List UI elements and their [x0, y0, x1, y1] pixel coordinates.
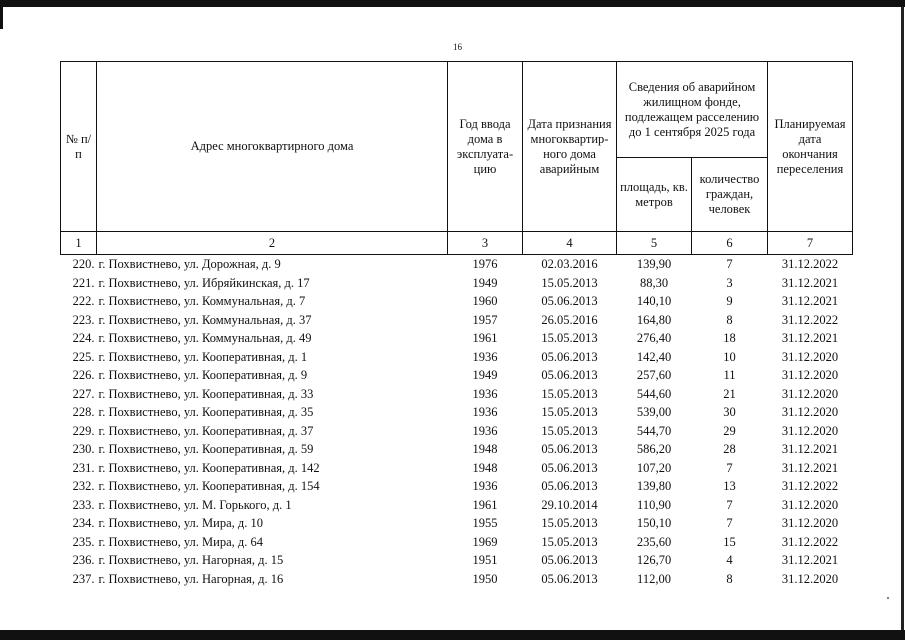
table-row: [61, 477, 853, 496]
row-number: 229.: [72, 423, 95, 438]
row-address: г. Похвистнево, ул. Коммунальная, д. 49: [98, 331, 312, 346]
row-planned-date: 31.12.2021: [781, 442, 839, 457]
header-area: площадь, кв. метров: [617, 158, 692, 232]
row-area: 110,90: [637, 497, 671, 512]
row-address: г. Похвистнево, ул. Нагорная, д. 15: [98, 553, 284, 568]
column-index: 3: [448, 232, 523, 255]
row-number: 228.: [72, 405, 95, 420]
row-year: 1936: [472, 405, 498, 420]
header-planned-date: Планируемая дата окончания переселения: [768, 62, 853, 232]
row-year: 1936: [472, 349, 498, 364]
scan-speck: [887, 597, 889, 599]
row-people: 29: [723, 423, 736, 438]
row-recognition-date: 05.06.2013: [541, 368, 598, 383]
row-area: 276,40: [636, 331, 672, 346]
table-row: [61, 274, 853, 293]
row-recognition-date: 15.05.2013: [541, 275, 598, 290]
row-people: 7: [726, 460, 733, 475]
row-planned-date: 31.12.2022: [781, 312, 839, 327]
row-number: 230.: [72, 442, 95, 457]
table-row: [61, 570, 853, 589]
row-address: г. Похвистнево, ул. Мира, д. 10: [98, 516, 263, 531]
row-planned-date: 31.12.2020: [781, 497, 839, 512]
row-planned-date: 31.12.2020: [781, 423, 839, 438]
table-row: [61, 440, 853, 459]
row-year: 1951: [472, 553, 498, 568]
header-address: Адрес многоквартирного дома: [97, 62, 448, 232]
row-people: 9: [726, 294, 733, 309]
scan-right-border: [901, 7, 904, 632]
scan-bottom-border: [0, 630, 905, 640]
row-planned-date: 31.12.2020: [781, 516, 839, 531]
row-recognition-date: 05.06.2013: [541, 571, 598, 586]
table-row: [61, 329, 853, 348]
row-people: 21: [723, 386, 736, 401]
row-planned-date: 31.12.2020: [781, 386, 839, 401]
scan-top-border: [0, 0, 905, 7]
row-people: 28: [723, 442, 736, 457]
row-planned-date: 31.12.2021: [781, 331, 839, 346]
table-row: [61, 292, 853, 311]
row-year: 1936: [472, 423, 498, 438]
row-people: 13: [723, 479, 736, 494]
row-year: 1936: [472, 479, 498, 494]
row-people: 10: [723, 349, 736, 364]
row-area: 112,00: [637, 571, 671, 586]
row-address: г. Похвистнево, ул. Кооперативная, д. 154: [98, 479, 320, 494]
row-number: 225.: [72, 349, 95, 364]
row-number: 226.: [72, 368, 95, 383]
row-recognition-date: 15.05.2013: [541, 386, 598, 401]
column-index: 7: [768, 232, 853, 255]
row-number: 236.: [72, 553, 95, 568]
row-address: г. Похвистнево, ул. Коммунальная, д. 7: [98, 294, 306, 309]
row-number: 231.: [72, 460, 95, 475]
table-row: [61, 514, 853, 533]
row-area: 142,40: [636, 349, 672, 364]
row-area: 150,10: [636, 516, 672, 531]
row-address: г. Похвистнево, ул. Мира, д. 64: [98, 534, 263, 549]
row-address: г. Похвистнево, ул. Нагорная, д. 16: [98, 571, 284, 586]
emergency-housing-table: [60, 61, 853, 588]
table-body: [61, 255, 853, 589]
row-recognition-date: 05.06.2013: [541, 553, 598, 568]
row-recognition-date: 15.05.2013: [541, 534, 598, 549]
row-people: 3: [726, 275, 733, 290]
row-planned-date: 31.12.2022: [781, 257, 839, 272]
row-address: г. Похвистнево, ул. М. Горького, д. 1: [98, 497, 292, 512]
row-year: 1960: [472, 294, 498, 309]
row-recognition-date: 15.05.2013: [541, 331, 598, 346]
row-recognition-date: 05.06.2013: [541, 349, 598, 364]
header-recognition-date: Дата признания многоквартир-ного дома аварийным: [523, 62, 617, 232]
row-address: г. Похвистнево, ул. Кооперативная, д. 59: [98, 442, 314, 457]
row-people: 7: [726, 516, 733, 531]
row-planned-date: 31.12.2020: [781, 405, 839, 420]
row-year: 1948: [472, 442, 498, 457]
row-people: 7: [726, 257, 733, 272]
row-number: 227.: [72, 386, 95, 401]
table-row: [61, 385, 853, 404]
row-year: 1936: [472, 386, 498, 401]
table-row: [61, 348, 853, 367]
table-row: [61, 403, 853, 422]
header-people: количество граждан, человек: [692, 158, 768, 232]
row-planned-date: 31.12.2021: [781, 275, 839, 290]
row-planned-date: 31.12.2022: [781, 534, 839, 549]
row-number: 232.: [72, 479, 95, 494]
row-area: 164,80: [636, 312, 672, 327]
row-recognition-date: 29.10.2014: [541, 497, 598, 512]
row-planned-date: 31.12.2021: [781, 294, 839, 309]
row-number: 237.: [72, 571, 95, 586]
row-year: 1950: [472, 571, 498, 586]
column-index: 6: [692, 232, 768, 255]
row-address: г. Похвистнево, ул. Кооперативная, д. 33: [98, 386, 314, 401]
scan-left-mark: [0, 7, 3, 29]
row-people: 30: [723, 405, 736, 420]
row-people: 15: [723, 534, 736, 549]
row-people: 8: [726, 571, 733, 586]
row-year: 1955: [472, 516, 498, 531]
row-recognition-date: 26.05.2016: [541, 312, 598, 327]
row-planned-date: 31.12.2021: [781, 553, 839, 568]
row-area: 544,70: [636, 423, 672, 438]
row-address: г. Похвистнево, ул. Коммунальная, д. 37: [98, 312, 312, 327]
row-recognition-date: 05.06.2013: [541, 479, 598, 494]
row-planned-date: 31.12.2020: [781, 368, 839, 383]
column-index: 5: [617, 232, 692, 255]
row-number: 220.: [72, 257, 95, 272]
row-planned-date: 31.12.2020: [781, 571, 839, 586]
row-recognition-date: 02.03.2016: [541, 257, 598, 272]
row-planned-date: 31.12.2020: [781, 349, 839, 364]
row-year: 1969: [472, 534, 498, 549]
page-number: 16: [453, 42, 462, 52]
row-number: 221.: [72, 275, 95, 290]
table-row: [61, 551, 853, 570]
row-planned-date: 31.12.2021: [781, 460, 839, 475]
row-people: 8: [726, 312, 733, 327]
row-year: 1961: [472, 331, 498, 346]
row-area: 539,00: [636, 405, 672, 420]
row-area: 88,30: [639, 275, 669, 290]
row-recognition-date: 05.06.2013: [541, 294, 598, 309]
row-area: 586,20: [636, 442, 672, 457]
column-index: 1: [61, 232, 97, 255]
table-row: [61, 255, 853, 274]
row-address: г. Похвистнево, ул. Кооперативная, д. 37: [98, 423, 314, 438]
row-planned-date: 31.12.2022: [781, 479, 839, 494]
row-number: 223.: [72, 312, 95, 327]
row-area: 126,70: [636, 553, 672, 568]
table-row: [61, 459, 853, 478]
header-housing-info: Сведения об аварийном жилищном фонде, подлежащем расселению до 1 сентября 2025 года: [617, 62, 768, 158]
row-area: 139,90: [636, 257, 672, 272]
row-recognition-date: 05.06.2013: [541, 442, 598, 457]
table-row: [61, 496, 853, 515]
row-number: 224.: [72, 331, 95, 346]
row-people: 4: [726, 553, 733, 568]
row-area: 139,80: [636, 479, 672, 494]
row-address: г. Похвистнево, ул. Ибряйкинская, д. 17: [98, 275, 310, 290]
row-year: 1976: [472, 257, 498, 272]
row-area: 257,60: [636, 368, 672, 383]
row-recognition-date: 05.06.2013: [541, 460, 598, 475]
row-address: г. Похвистнево, ул. Кооперативная, д. 9: [98, 368, 308, 383]
row-year: 1949: [472, 275, 498, 290]
row-recognition-date: 15.05.2013: [541, 405, 598, 420]
row-address: г. Похвистнево, ул. Кооперативная, д. 1: [98, 349, 308, 364]
row-area: 107,20: [636, 460, 672, 475]
row-number: 234.: [72, 516, 95, 531]
row-number: 235.: [72, 534, 95, 549]
row-recognition-date: 15.05.2013: [541, 423, 598, 438]
table-row: [61, 422, 853, 441]
table-row: [61, 533, 853, 552]
row-address: г. Похвистнево, ул. Кооперативная, д. 35: [98, 405, 314, 420]
column-index: 4: [523, 232, 617, 255]
row-year: 1957: [472, 312, 498, 327]
row-year: 1961: [472, 497, 498, 512]
row-number: 222.: [72, 294, 95, 309]
row-people: 18: [723, 331, 736, 346]
row-year: 1948: [472, 460, 498, 475]
row-recognition-date: 15.05.2013: [541, 516, 598, 531]
header-year: Год ввода дома в эксплуата-цию: [448, 62, 523, 232]
row-area: 140,10: [636, 294, 672, 309]
row-address: г. Похвистнево, ул. Кооперативная, д. 142: [98, 460, 320, 475]
row-number: 233.: [72, 497, 95, 512]
row-people: 7: [726, 497, 733, 512]
row-year: 1949: [472, 368, 498, 383]
row-area: 235,60: [636, 534, 672, 549]
row-area: 544,60: [636, 386, 672, 401]
row-people: 11: [723, 368, 736, 383]
column-index: 2: [97, 232, 448, 255]
header-num: № п/п: [61, 62, 97, 232]
table-row: [61, 311, 853, 330]
row-address: г. Похвистнево, ул. Дорожная, д. 9: [98, 257, 281, 272]
table-row: [61, 366, 853, 385]
